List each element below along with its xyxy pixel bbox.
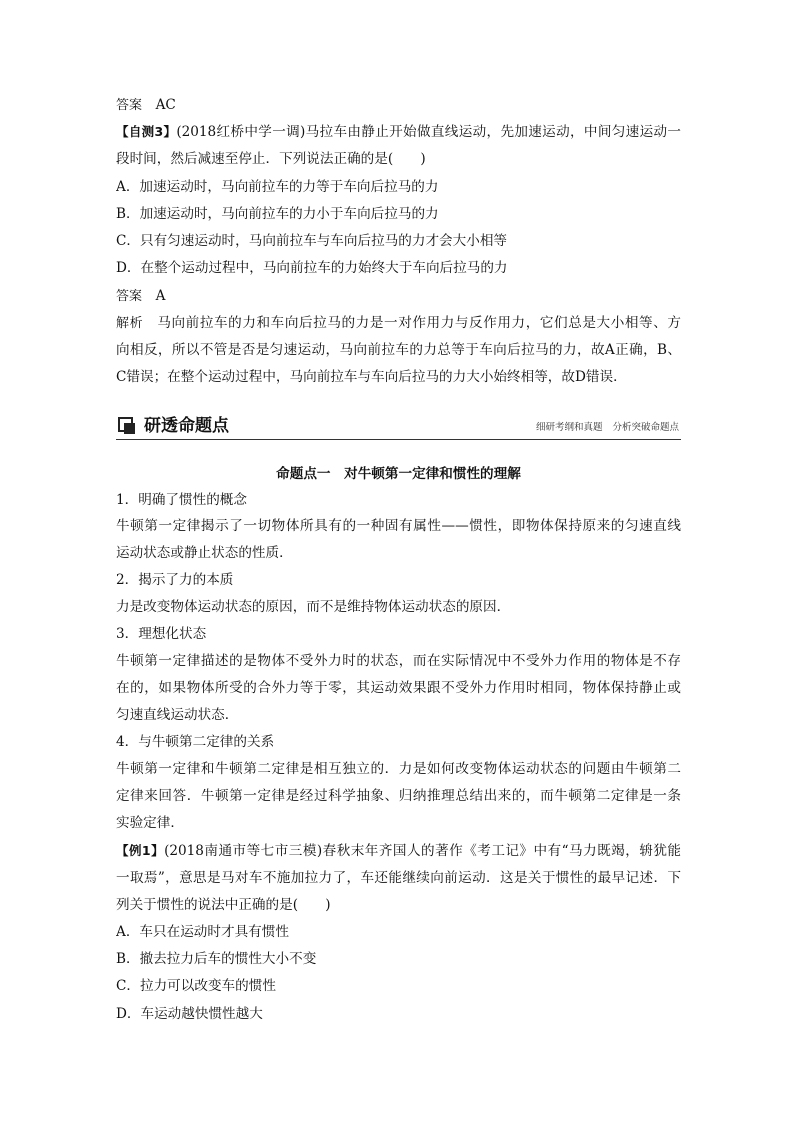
analysis-line-1 bbox=[116, 313, 681, 334]
example-option-d: D．车运动越快惯性越大 bbox=[116, 1006, 263, 1022]
item-2-line-1: 力是改变物体运动状态的原因，而不是维持物体运动状态的原因． bbox=[116, 599, 511, 615]
example-option-b: B．撤去拉力后车的惯性大小不变 bbox=[116, 951, 317, 967]
item-3-line-1: 牛顿第一定律描述的是物体不受外力时的状态，而在实际情况中不受外力作用的物体是不存 bbox=[116, 653, 681, 669]
item-3-line-3: 匀速直线运动状态． bbox=[116, 707, 239, 723]
question-stem-line-1 bbox=[116, 122, 681, 142]
item-title-2: 2．揭示了力的本质 bbox=[116, 572, 234, 588]
answer-value: A bbox=[155, 288, 166, 304]
item-3-line-2: 在的，如果物体所受的合外力等于零，其运动效果跟不受外力作用时相同，物体保持静止或 bbox=[116, 680, 681, 696]
item-title-1: 1．明确了惯性的概念 bbox=[116, 492, 247, 508]
item-1-line-2: 运动状态或静止状态的性质． bbox=[116, 545, 293, 561]
item-1-line-1: 牛顿第一定律揭示了一切物体所具有的一种固有属性——惯性，即物体保持原来的匀速直线 bbox=[116, 518, 681, 534]
section-subtitle bbox=[536, 421, 679, 435]
section-header bbox=[116, 413, 681, 440]
option-b: B．加速运动时，马向前拉车的力小于车向后拉马的力 bbox=[116, 206, 439, 222]
question-stem-line-2: 段时间，然后减速至停止．下列说法正确的是( ) bbox=[116, 151, 426, 167]
double-square-icon bbox=[118, 417, 135, 434]
analysis-label: 解析 bbox=[116, 316, 144, 331]
example-tag: 【例1】 bbox=[116, 843, 165, 858]
analysis-line-3: C错误；在整个运动过程中，马向前拉车与车向后拉马的力大小始终相等，故D错误． bbox=[116, 369, 627, 385]
analysis-line-2: 向相反，所以不管是否是匀速运动，马向前拉车的力总等于车向后拉马的力，故A正确，B、 bbox=[116, 342, 681, 358]
option-c: C．只有匀速运动时，马向前拉车与车向后拉马的力才会大小相等 bbox=[116, 233, 508, 249]
item-4-line-2: 定律来回答．牛顿第一定律是经过科学抽象、归纳推理总结出来的，而牛顿第二定律是一条 bbox=[116, 788, 681, 804]
example-stem-line-3: 列关于惯性的说法中正确的是( ) bbox=[116, 897, 331, 913]
example-stem-line-2: 一取焉”，意思是马对车不施加拉力了，车还能继续向前运动．这是关于惯性的最早记述．下 bbox=[116, 870, 681, 886]
answer-value: AC bbox=[155, 97, 176, 113]
analysis-text-1: 马向前拉车的力和车向后拉马的力是一对作用力与反作用力，它们总是大小相等、方 bbox=[156, 315, 681, 331]
option-a: A．加速运动时，马向前拉车的力等于车向后拉马的力 bbox=[116, 179, 439, 195]
example-option-a: A．车只在运动时才具有惯性 bbox=[116, 924, 289, 940]
topic-heading: 命题点一 对牛顿第一定律和惯性的理解 bbox=[276, 466, 521, 482]
section-title: 研透命题点 bbox=[144, 416, 229, 436]
option-d: D．在整个运动过程中，马向前拉车的力始终大于车向后拉马的力 bbox=[116, 260, 508, 276]
item-4-line-3: 实验定律． bbox=[116, 815, 184, 831]
question-tag: 【自测3】 bbox=[116, 124, 177, 139]
q3-answer-line bbox=[116, 286, 681, 307]
question-stem-1: (2018红桥中学一调)马拉车由静止开始做直线运动，先加速运动，中间匀速运动一 bbox=[176, 124, 681, 140]
section-subtitle-2: 分析突破命题点 bbox=[612, 422, 679, 433]
answer-label: 答案 bbox=[116, 289, 143, 304]
item-title-3: 3．理想化状态 bbox=[116, 626, 207, 642]
item-4-line-1: 牛顿第一定律和牛顿第二定律是相互独立的．力是如何改变物体运动状态的问题由牛顿第二 bbox=[116, 761, 681, 777]
example-stem-line-1 bbox=[116, 841, 681, 861]
example-option-c: C．拉力可以改变车的惯性 bbox=[116, 978, 276, 994]
top-answer-line bbox=[116, 95, 681, 116]
section-subtitle-1: 细研考纲和真题 bbox=[535, 422, 603, 433]
answer-label: 答案 bbox=[116, 98, 143, 113]
item-title-4: 4．与牛顿第二定律的关系 bbox=[116, 734, 275, 750]
example-stem-1: (2018南通市等七市三模)春秋末年齐国人的著作《考工记》中有“马力既竭，辀犹能 bbox=[164, 843, 681, 859]
